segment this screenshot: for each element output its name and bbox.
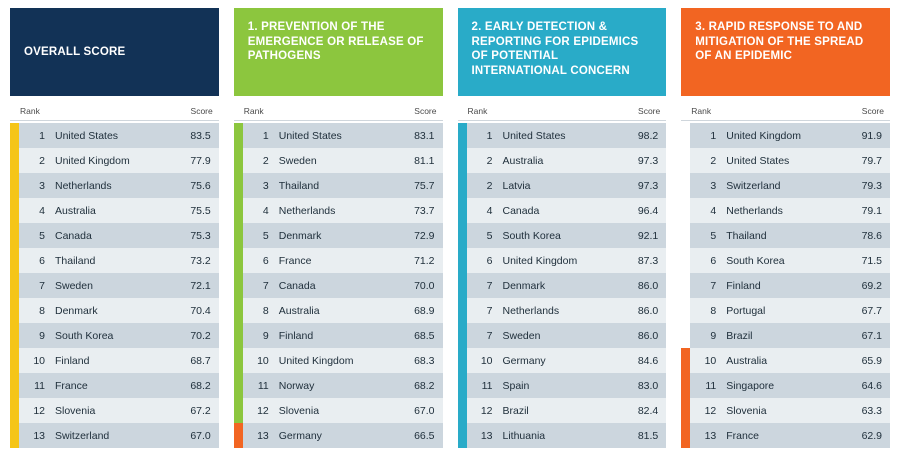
row-rank: 7 bbox=[710, 279, 717, 292]
table-row bbox=[458, 348, 667, 373]
row-score: 79.7 bbox=[861, 154, 882, 167]
row-score: 73.2 bbox=[190, 254, 211, 267]
row-country: Singapore bbox=[726, 379, 775, 392]
row-country: South Korea bbox=[55, 329, 114, 342]
row-country: Sweden bbox=[278, 154, 317, 167]
row-score: 86.0 bbox=[637, 304, 659, 317]
row-country: France bbox=[55, 379, 88, 392]
row-rank: 1 bbox=[39, 129, 45, 142]
row-accent-bar bbox=[458, 223, 467, 248]
row-accent-bar bbox=[234, 273, 243, 298]
row-rank: 13 bbox=[704, 429, 717, 442]
table-row bbox=[458, 123, 667, 148]
row-score: 73.7 bbox=[414, 204, 435, 217]
panel-title-text: 1. PREVENTION OF THE EMERGENCE OR RELEASE OF PATHOGENS bbox=[247, 21, 424, 63]
row-score: 97.3 bbox=[637, 154, 659, 167]
row-accent-bar bbox=[681, 198, 690, 223]
table-row bbox=[681, 348, 890, 373]
row-score: 75.7 bbox=[414, 179, 435, 192]
table-row bbox=[10, 123, 219, 148]
row-rank: 13 bbox=[33, 429, 45, 442]
row-score: 67.0 bbox=[190, 429, 211, 442]
row-country: Netherlands bbox=[502, 304, 560, 317]
table-row bbox=[234, 198, 443, 223]
row-accent-bar bbox=[234, 198, 243, 223]
rank-column-header: Rank bbox=[243, 106, 264, 116]
row-score: 81.1 bbox=[414, 154, 435, 167]
table-row bbox=[681, 398, 890, 423]
row-rank: 9 bbox=[710, 329, 717, 342]
row-country: Switzerland bbox=[726, 179, 781, 192]
row-accent-bar bbox=[10, 173, 19, 198]
row-country: Australia bbox=[55, 204, 96, 217]
row-accent-bar bbox=[10, 273, 19, 298]
row-score: 83.5 bbox=[190, 129, 211, 142]
row-rank: 6 bbox=[710, 254, 717, 267]
row-score: 84.6 bbox=[637, 354, 659, 367]
ranking-rows-detection bbox=[458, 123, 667, 448]
row-accent-bar bbox=[234, 123, 243, 148]
row-country: Portugal bbox=[726, 304, 766, 317]
ranking-rows-overall bbox=[10, 123, 219, 448]
score-column-header: Score bbox=[638, 106, 661, 116]
ranking-panel-detection bbox=[458, 8, 667, 451]
table-row bbox=[10, 423, 219, 448]
row-score: 75.3 bbox=[190, 229, 211, 242]
ranking-rows-prevention bbox=[234, 123, 443, 448]
panel-title-text: 3. RAPID RESPONSE TO AND MITIGATION OF THE SPREAD OF AN EPIDEMIC bbox=[695, 21, 864, 63]
row-rank: 5 bbox=[486, 229, 493, 242]
row-accent-bar bbox=[458, 423, 467, 448]
row-accent-bar bbox=[681, 223, 690, 248]
row-country: Finland bbox=[726, 279, 761, 292]
row-accent-bar bbox=[10, 298, 19, 323]
panel-title-overall bbox=[10, 8, 219, 96]
row-accent-bar bbox=[234, 148, 243, 173]
table-row bbox=[681, 373, 890, 398]
row-country: Australia bbox=[278, 304, 320, 317]
row-score: 72.9 bbox=[414, 229, 435, 242]
row-accent-bar bbox=[681, 123, 690, 148]
column-subheaders-response bbox=[681, 96, 890, 121]
row-rank: 9 bbox=[39, 329, 45, 342]
table-row bbox=[681, 173, 890, 198]
row-rank: 1 bbox=[486, 129, 493, 142]
row-rank: 11 bbox=[705, 379, 717, 392]
table-row bbox=[10, 248, 219, 273]
row-score: 68.5 bbox=[414, 329, 435, 342]
ranking-panel-overall bbox=[10, 8, 219, 451]
table-row bbox=[458, 398, 667, 423]
row-rank: 11 bbox=[481, 379, 493, 392]
row-score: 64.6 bbox=[861, 379, 882, 392]
row-rank: 7 bbox=[486, 279, 493, 292]
row-country: Germany bbox=[278, 429, 322, 442]
row-rank: 12 bbox=[704, 404, 717, 417]
row-country: Netherlands bbox=[55, 179, 112, 192]
panel-title-prevention bbox=[234, 8, 443, 96]
row-rank: 2 bbox=[486, 154, 493, 167]
row-rank: 10 bbox=[33, 354, 45, 367]
row-score: 67.1 bbox=[861, 329, 882, 342]
row-country: Australia bbox=[502, 154, 544, 167]
row-rank: 5 bbox=[710, 229, 717, 242]
rank-column-header: Rank bbox=[467, 106, 488, 116]
row-score: 96.4 bbox=[637, 204, 659, 217]
row-accent-bar bbox=[681, 248, 690, 273]
row-score: 70.0 bbox=[414, 279, 435, 292]
row-rank: 4 bbox=[262, 204, 269, 217]
row-score: 78.6 bbox=[861, 229, 882, 242]
row-rank: 1 bbox=[710, 129, 717, 142]
row-score: 70.2 bbox=[190, 329, 211, 342]
row-accent-bar bbox=[681, 323, 690, 348]
row-accent-bar bbox=[234, 423, 243, 448]
row-country: United States bbox=[726, 154, 790, 167]
row-score: 71.5 bbox=[861, 254, 882, 267]
row-score: 91.9 bbox=[861, 129, 882, 142]
row-accent-bar bbox=[234, 298, 243, 323]
row-accent-bar bbox=[681, 298, 690, 323]
row-rank: 10 bbox=[480, 354, 493, 367]
row-accent-bar bbox=[681, 373, 690, 398]
row-rank: 7 bbox=[486, 304, 493, 317]
row-accent-bar bbox=[234, 223, 243, 248]
row-country: United States bbox=[55, 129, 119, 142]
table-row bbox=[10, 398, 219, 423]
row-country: Latvia bbox=[502, 179, 531, 192]
row-country: United Kingdom bbox=[502, 254, 578, 267]
table-row bbox=[681, 223, 890, 248]
row-score: 70.4 bbox=[190, 304, 211, 317]
table-row bbox=[458, 248, 667, 273]
row-accent-bar bbox=[10, 373, 19, 398]
row-score: 92.1 bbox=[637, 229, 659, 242]
table-row bbox=[10, 273, 219, 298]
table-row bbox=[458, 298, 667, 323]
table-row bbox=[234, 398, 443, 423]
row-rank: 13 bbox=[480, 429, 493, 442]
row-score: 75.5 bbox=[190, 204, 211, 217]
table-row bbox=[458, 198, 667, 223]
row-accent-bar bbox=[10, 398, 19, 423]
row-country: Brazil bbox=[726, 329, 753, 342]
table-row bbox=[458, 173, 667, 198]
row-rank: 3 bbox=[39, 179, 45, 192]
row-accent-bar bbox=[234, 323, 243, 348]
row-score: 83.0 bbox=[637, 379, 659, 392]
row-country: United Kingdom bbox=[278, 354, 354, 367]
row-accent-bar bbox=[458, 348, 467, 373]
row-rank: 2 bbox=[486, 179, 493, 192]
column-subheaders-overall bbox=[10, 96, 219, 121]
ranking-panel-response bbox=[681, 8, 890, 451]
row-accent-bar bbox=[681, 148, 690, 173]
table-row bbox=[10, 173, 219, 198]
row-score: 69.2 bbox=[861, 279, 882, 292]
score-column-header: Score bbox=[861, 106, 884, 116]
row-country: Canada bbox=[55, 229, 92, 242]
score-column-header: Score bbox=[414, 106, 437, 116]
row-accent-bar bbox=[10, 198, 19, 223]
row-country: Denmark bbox=[278, 229, 322, 242]
row-accent-bar bbox=[234, 348, 243, 373]
ranking-rows-response bbox=[681, 123, 890, 448]
table-row bbox=[234, 248, 443, 273]
row-score: 77.9 bbox=[190, 154, 211, 167]
row-score: 68.3 bbox=[414, 354, 435, 367]
table-row bbox=[681, 148, 890, 173]
row-rank: 4 bbox=[486, 204, 493, 217]
table-row bbox=[234, 273, 443, 298]
row-country: Canada bbox=[278, 279, 316, 292]
table-row bbox=[458, 273, 667, 298]
table-row bbox=[10, 298, 219, 323]
row-country: Canada bbox=[502, 204, 540, 217]
table-row bbox=[681, 423, 890, 448]
row-score: 86.0 bbox=[637, 279, 659, 292]
row-accent-bar bbox=[234, 398, 243, 423]
row-rank: 5 bbox=[39, 229, 45, 242]
row-rank: 4 bbox=[710, 204, 717, 217]
table-row bbox=[234, 323, 443, 348]
row-score: 67.7 bbox=[861, 304, 882, 317]
row-accent-bar bbox=[458, 273, 467, 298]
row-score: 67.0 bbox=[414, 404, 435, 417]
score-column-header: Score bbox=[190, 106, 213, 116]
row-rank: 2 bbox=[262, 154, 269, 167]
column-subheaders-prevention bbox=[234, 96, 443, 121]
table-row bbox=[681, 198, 890, 223]
row-country: United Kingdom bbox=[55, 154, 130, 167]
row-country: Thailand bbox=[55, 254, 96, 267]
row-score: 81.5 bbox=[637, 429, 659, 442]
row-accent-bar bbox=[681, 423, 690, 448]
row-country: Denmark bbox=[502, 279, 546, 292]
row-accent-bar bbox=[10, 348, 19, 373]
table-row bbox=[458, 223, 667, 248]
row-accent-bar bbox=[10, 223, 19, 248]
row-score: 68.2 bbox=[190, 379, 211, 392]
row-country: Norway bbox=[278, 379, 315, 392]
table-row bbox=[234, 348, 443, 373]
row-rank: 13 bbox=[257, 429, 269, 442]
row-accent-bar bbox=[458, 373, 467, 398]
row-country: Thailand bbox=[278, 179, 320, 192]
row-rank: 12 bbox=[33, 404, 45, 417]
row-rank: 3 bbox=[262, 179, 269, 192]
table-row bbox=[10, 198, 219, 223]
row-score: 98.2 bbox=[637, 129, 659, 142]
row-accent-bar bbox=[458, 148, 467, 173]
row-accent-bar bbox=[234, 248, 243, 273]
rank-column-header: Rank bbox=[20, 106, 40, 116]
table-row bbox=[234, 148, 443, 173]
row-country: South Korea bbox=[502, 229, 561, 242]
row-country: Sweden bbox=[502, 329, 541, 342]
row-score: 87.3 bbox=[637, 254, 659, 267]
row-rank: 8 bbox=[39, 304, 45, 317]
panel-title-response bbox=[681, 8, 890, 96]
row-country: Thailand bbox=[726, 229, 767, 242]
row-rank: 6 bbox=[486, 254, 493, 267]
row-rank: 3 bbox=[710, 179, 717, 192]
row-rank: 1 bbox=[262, 129, 269, 142]
table-row bbox=[234, 298, 443, 323]
table-row bbox=[10, 148, 219, 173]
row-score: 72.1 bbox=[190, 279, 211, 292]
row-score: 68.2 bbox=[414, 379, 435, 392]
row-rank: 9 bbox=[262, 329, 269, 342]
row-score: 97.3 bbox=[637, 179, 659, 192]
row-country: Brazil bbox=[502, 404, 529, 417]
row-accent-bar bbox=[681, 173, 690, 198]
table-row bbox=[681, 273, 890, 298]
row-rank: 2 bbox=[39, 154, 45, 167]
row-accent-bar bbox=[458, 123, 467, 148]
row-rank: 6 bbox=[262, 254, 269, 267]
row-rank: 11 bbox=[257, 379, 269, 392]
row-country: Lithuania bbox=[502, 429, 546, 442]
row-country: South Korea bbox=[726, 254, 785, 267]
row-accent-bar bbox=[10, 248, 19, 273]
table-row bbox=[681, 298, 890, 323]
row-accent-bar bbox=[681, 398, 690, 423]
column-subheaders-detection bbox=[458, 96, 667, 121]
row-rank: 7 bbox=[262, 279, 269, 292]
table-row bbox=[234, 423, 443, 448]
row-country: Switzerland bbox=[55, 429, 110, 442]
table-row bbox=[458, 423, 667, 448]
row-rank: 6 bbox=[39, 254, 45, 267]
row-country: Slovenia bbox=[278, 404, 320, 417]
table-row bbox=[681, 123, 890, 148]
row-country: Sweden bbox=[55, 279, 93, 292]
row-rank: 4 bbox=[39, 204, 45, 217]
row-country: Spain bbox=[502, 379, 530, 392]
row-accent-bar bbox=[458, 398, 467, 423]
panel-title-text: 2. EARLY DETECTION & REPORTING FOR EPIDEMICS OF POTENTIAL INTERNATIONAL CONCERN bbox=[471, 21, 639, 78]
panel-title-text: OVERALL SCORE bbox=[24, 45, 126, 58]
row-score: 66.5 bbox=[414, 429, 435, 442]
row-rank: 5 bbox=[262, 229, 269, 242]
row-accent-bar bbox=[458, 198, 467, 223]
row-country: Germany bbox=[502, 354, 546, 367]
row-score: 63.3 bbox=[861, 404, 882, 417]
table-row bbox=[458, 323, 667, 348]
row-rank: 2 bbox=[710, 154, 717, 167]
row-score: 75.6 bbox=[190, 179, 211, 192]
table-row bbox=[234, 123, 443, 148]
row-rank: 7 bbox=[486, 329, 493, 342]
row-score: 79.1 bbox=[861, 204, 882, 217]
row-country: Denmark bbox=[55, 304, 98, 317]
row-accent-bar bbox=[458, 248, 467, 273]
row-country: Slovenia bbox=[55, 404, 96, 417]
row-score: 71.2 bbox=[414, 254, 435, 267]
row-rank: 12 bbox=[257, 404, 269, 417]
row-score: 68.9 bbox=[414, 304, 435, 317]
row-score: 68.7 bbox=[190, 354, 211, 367]
row-accent-bar bbox=[458, 298, 467, 323]
row-country: United Kingdom bbox=[726, 129, 801, 142]
row-accent-bar bbox=[681, 348, 690, 373]
table-row bbox=[681, 323, 890, 348]
row-score: 82.4 bbox=[637, 404, 659, 417]
row-rank: 10 bbox=[704, 354, 717, 367]
table-row bbox=[458, 373, 667, 398]
table-row bbox=[10, 348, 219, 373]
row-score: 65.9 bbox=[861, 354, 882, 367]
table-row bbox=[234, 223, 443, 248]
row-country: Finland bbox=[55, 354, 90, 367]
row-accent-bar bbox=[681, 273, 690, 298]
table-row bbox=[681, 248, 890, 273]
row-accent-bar bbox=[10, 148, 19, 173]
table-row bbox=[458, 148, 667, 173]
row-rank: 8 bbox=[262, 304, 269, 317]
row-country: United States bbox=[502, 129, 566, 142]
row-accent-bar bbox=[10, 323, 19, 348]
row-score: 67.2 bbox=[190, 404, 211, 417]
row-country: France bbox=[278, 254, 312, 267]
row-accent-bar bbox=[234, 373, 243, 398]
row-rank: 8 bbox=[710, 304, 717, 317]
row-country: Netherlands bbox=[726, 204, 783, 217]
row-rank: 10 bbox=[257, 354, 269, 367]
table-row bbox=[234, 373, 443, 398]
row-country: United States bbox=[278, 129, 342, 142]
row-score: 83.1 bbox=[414, 129, 435, 142]
row-accent-bar bbox=[458, 323, 467, 348]
row-rank: 11 bbox=[34, 379, 45, 392]
panel-title-detection bbox=[458, 8, 667, 96]
row-country: Slovenia bbox=[726, 404, 767, 417]
table-row bbox=[234, 173, 443, 198]
ranking-panel-prevention bbox=[234, 8, 443, 451]
row-country: Finland bbox=[278, 329, 314, 342]
row-accent-bar bbox=[234, 173, 243, 198]
table-row bbox=[10, 223, 219, 248]
row-rank: 12 bbox=[480, 404, 493, 417]
row-accent-bar bbox=[10, 123, 19, 148]
row-country: Netherlands bbox=[278, 204, 336, 217]
row-accent-bar bbox=[10, 423, 19, 448]
row-country: France bbox=[726, 429, 759, 442]
row-rank: 7 bbox=[39, 279, 45, 292]
row-score: 62.9 bbox=[861, 429, 882, 442]
row-accent-bar bbox=[458, 173, 467, 198]
row-score: 79.3 bbox=[861, 179, 882, 192]
row-country: Australia bbox=[726, 354, 768, 367]
table-row bbox=[10, 323, 219, 348]
row-score: 86.0 bbox=[637, 329, 659, 342]
rank-column-header: Rank bbox=[691, 106, 712, 116]
table-row bbox=[10, 373, 219, 398]
